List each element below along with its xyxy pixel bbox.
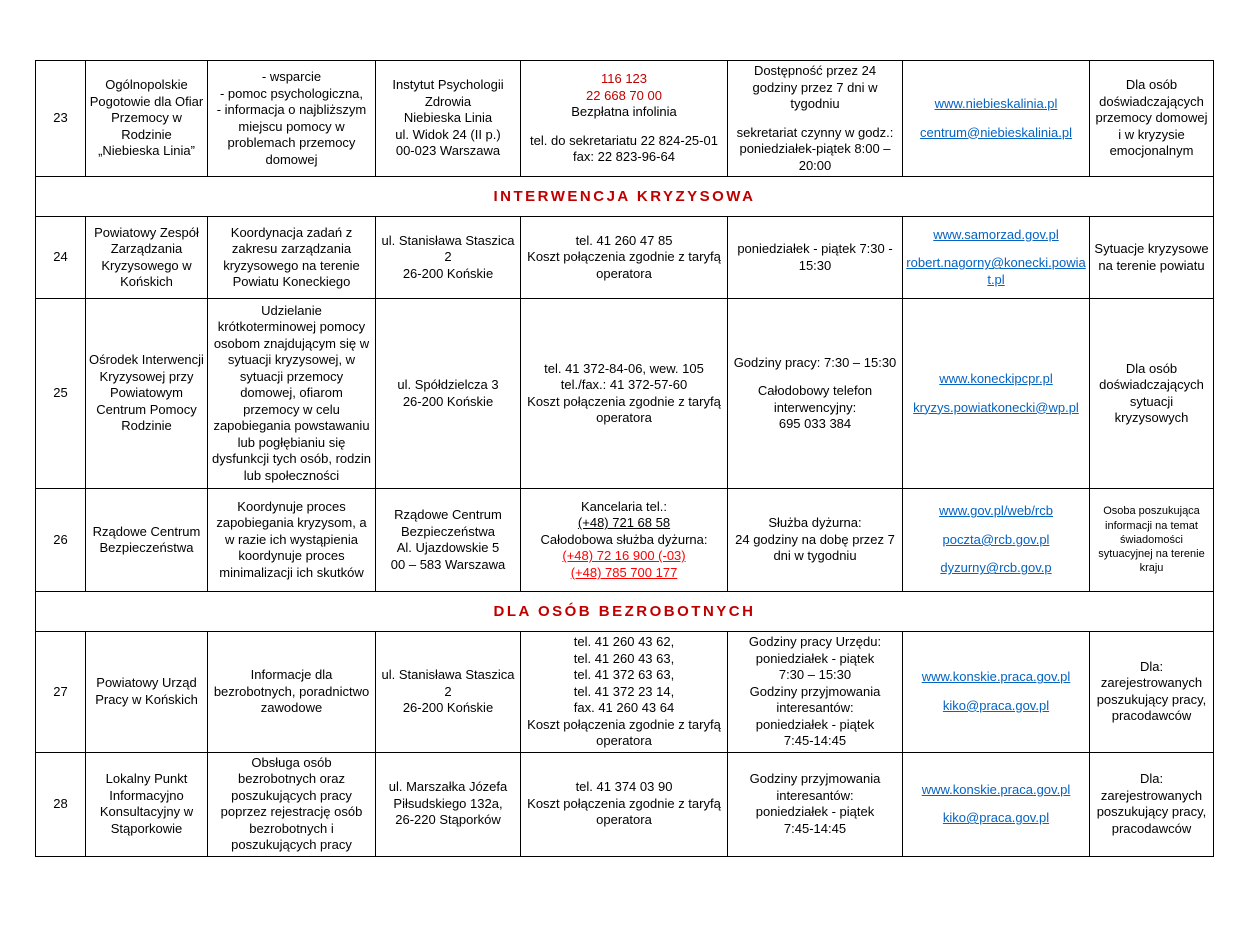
target-audience (1090, 489, 1214, 592)
description (208, 299, 376, 489)
text-line: - pomoc psychologiczna, (219, 85, 364, 101)
services-table (35, 60, 1214, 857)
table-row (36, 752, 1214, 856)
email-link[interactable]: centrum@niebieskalinia.pl (920, 124, 1072, 140)
text-line: sekretariat czynny w godz.: poniedziałek-piątek 8:00 – 20:00 (736, 124, 894, 173)
text-line: Bezpłatna infolinia (571, 104, 677, 120)
address (376, 217, 521, 299)
text-line: Kancelaria tel.: (581, 498, 667, 514)
contact-links (903, 632, 1090, 753)
text-line: zarejestrowanych poszukujący pracy, pracodawców (1096, 675, 1207, 724)
text-line: ul. Stanisława Staszica 2 (381, 232, 515, 265)
text-line: Koszt połączenia zgodnie z taryfą operatora (527, 795, 721, 828)
text-line: 26-200 Końskie (402, 700, 494, 715)
text-line: zarejestrowanych poszukujący pracy, pracodawców (1096, 787, 1207, 836)
text-line: tel. 41 372 23 14, (573, 683, 675, 699)
website-link[interactable]: www.niebieskalinia.pl (934, 96, 1058, 111)
link-line (906, 400, 1086, 417)
text-line: Służba dyżurna: (768, 515, 862, 531)
text-line: Informacje dla bezrobotnych, poradnictwo zawodowe (213, 667, 370, 715)
phone (521, 752, 728, 856)
hours (728, 489, 903, 592)
text-line: Udzielanie krótkoterminowej pomocy osobom znajdującym się w sytuacji kryzysowej, w sytuacji przemocy domowej, ofiarom przemocy w celu zapobiegania powstawaniu lub pogłębianiu się dysfunkcji tych osób, rodzin lub społeczności (212, 302, 371, 483)
text-line: 7:45-14:45 (783, 733, 847, 748)
row-number: 26 (36, 489, 86, 592)
link-line (906, 532, 1086, 549)
target-audience (1090, 299, 1214, 489)
text-line: - informacja o najbliższym miejscu pomocy w problemach przemocy domowej (216, 102, 367, 167)
text-line: poniedziałek - piątek 7:30 - 15:30 (737, 241, 893, 273)
text-line: Dostępność przez 24 godziny przez 7 dni w tygodniu (752, 63, 878, 111)
organization-name (86, 299, 208, 489)
hours (728, 299, 903, 489)
phone (521, 632, 728, 753)
link-line (906, 810, 1086, 827)
text-line: Instytut Psychologii Zdrowia (392, 77, 504, 109)
organization-name (86, 61, 208, 177)
text-line: ul. Marszałka Józefa Piłsudskiego 132a, (388, 779, 508, 811)
link-line (906, 560, 1086, 577)
target-audience (1090, 61, 1214, 177)
text-line: (+48) 721 68 58 (577, 515, 671, 531)
link-line (906, 503, 1086, 520)
text-line: Obsługa osób bezrobotnych oraz poszukujących pracy poprzez rejestrację osób bezrobotnych i poszukujących pracy (220, 754, 363, 852)
section-header-row (36, 177, 1214, 217)
link-line (524, 565, 724, 582)
text-line: Godziny przyjmowania interesantów: (749, 771, 881, 803)
link-line (906, 698, 1086, 715)
text-line: Dla osób doświadczających sytuacji kryzysowych (1099, 360, 1204, 425)
text-line: tel. 41 374 03 90 (575, 779, 673, 795)
link-line (906, 255, 1086, 288)
text-line: poniedziałek - piątek (755, 716, 875, 732)
organization-name (86, 217, 208, 299)
contact-links (903, 299, 1090, 489)
contact-links (903, 752, 1090, 856)
text-line: Dla: (1139, 658, 1164, 674)
text-line: 695 033 384 (778, 416, 852, 431)
row-number: 24 (36, 217, 86, 299)
link-line (524, 548, 724, 565)
text-line: Powiatowy Zespół Zarządzania Kryzysowego w Końskich (94, 224, 199, 289)
website-link[interactable]: www.gov.pl/web/rcb (939, 503, 1053, 519)
row-number: 27 (36, 632, 86, 753)
link-line (906, 96, 1086, 113)
link-line (906, 782, 1086, 799)
phone (521, 61, 728, 177)
table-row (36, 61, 1214, 177)
text-line: Niebieska Linia (403, 110, 493, 126)
description (208, 61, 376, 177)
phone (521, 489, 728, 592)
phone (521, 299, 728, 489)
text-line: poniedziałek - piątek (755, 804, 875, 819)
table-row (36, 299, 1214, 489)
text-line: Godziny przyjmowania interesantów: (749, 683, 881, 715)
organization-name (86, 632, 208, 753)
text-line: ul. Widok 24 (II p.) (395, 126, 501, 142)
text-line: Dla: (1139, 771, 1164, 786)
text-line: Całodobowy telefon interwencyjny: (757, 383, 873, 415)
section-title: INTERWENCJA KRYZYSOWA (36, 177, 1214, 217)
address (376, 61, 521, 177)
contact-links (903, 61, 1090, 177)
email-link[interactable]: kiko@praca.gov.pl (942, 810, 1050, 825)
text-line: 00-023 Warszawa (395, 143, 501, 159)
website-link[interactable]: www.konskie.praca.gov.pl (921, 669, 1071, 685)
email-link[interactable]: kiko@praca.gov.pl (942, 697, 1050, 713)
text-line: tel. 41 372 63 63, (573, 667, 675, 682)
text-line: 7:30 – 15:30 (778, 667, 852, 682)
table-row (36, 632, 1214, 753)
text-line: tel. 41 260 43 62, (573, 634, 675, 649)
row-number: 25 (36, 299, 86, 489)
text-line: Koszt połączenia zgodnie z taryfą operatora (527, 249, 721, 281)
description (208, 752, 376, 856)
text-line: ul. Stanisława Staszica 2 (381, 667, 515, 699)
website-link[interactable]: www.koneckipcpr.pl (939, 371, 1053, 386)
section-header-row (36, 592, 1214, 632)
text-line: Koszt połączenia zgodnie z taryfą operatora (527, 716, 721, 748)
text-line: Lokalny Punkt Informacyjno Konsultacyjny w Stąporkowie (99, 771, 194, 836)
target-audience (1090, 217, 1214, 299)
description (208, 489, 376, 592)
text-line: tel. 41 260 43 63, (573, 650, 675, 666)
text-line: tel. 41 372-84-06, wew. 105 (544, 360, 704, 376)
text-line: Dla osób doświadczających przemocy domowej i w kryzysie emocjonalnym (1095, 77, 1208, 159)
text-line: Al. Ujazdowskie 5 (396, 540, 500, 555)
text-line: 26-200 Końskie (402, 393, 494, 409)
text-line: tel. 41 260 47 85 (575, 232, 673, 248)
text-line: 7:45-14:45 (783, 820, 847, 836)
text-line: tel./fax.: 41 372-57-60 (560, 377, 688, 392)
text-line: Całodobowa służba dyżurna: (540, 531, 708, 547)
hours (728, 61, 903, 177)
organization-name (86, 752, 208, 856)
address (376, 632, 521, 753)
contact-links (903, 489, 1090, 592)
address (376, 489, 521, 592)
phone-link[interactable]: (+48) 72 16 900 (-03) (562, 548, 686, 564)
phone (521, 217, 728, 299)
email-link[interactable]: kryzys.powiatkonecki@wp.pl (913, 399, 1079, 415)
hours (728, 752, 903, 856)
link-line (906, 371, 1086, 388)
address (376, 299, 521, 489)
row-number: 28 (36, 752, 86, 856)
text-line: 00 – 583 Warszawa (390, 556, 506, 572)
phone-link[interactable]: (+48) 785 700 177 (570, 564, 678, 580)
section-title: DLA OSÓB BEZROBOTNYCH (36, 592, 1214, 632)
text-line: Koszt połączenia zgodnie z taryfą operatora (527, 393, 721, 425)
text-line: 116 123 (600, 71, 648, 87)
text-line: Rządowe Centrum Bezpieczeństwa (92, 523, 201, 555)
text-line: Powiatowy Urząd Pracy w Końskich (95, 675, 198, 707)
contact-links (903, 217, 1090, 299)
text-line: ul. Spółdzielcza 3 (397, 377, 499, 392)
email-link[interactable]: robert.nagorny@konecki.powiat.pl (906, 255, 1086, 287)
table-row (36, 217, 1214, 299)
link-line (906, 125, 1086, 142)
hours (728, 217, 903, 299)
text-line: Godziny pracy Urzędu: (748, 634, 882, 649)
text-line: - wsparcie (261, 69, 322, 84)
target-audience (1090, 752, 1214, 856)
description (208, 217, 376, 299)
text-line: 22 668 70 00 (586, 87, 662, 103)
text-line: Koordynuje proces zapobiegania kryzysom, a w razie ich wystąpienia koordynuje proces minimalizacji ich skutków (216, 498, 367, 580)
text-line: Osoba poszukująca informacji na temat świadomości sytuacyjnej na terenie kraju (1098, 505, 1205, 575)
email-link[interactable]: poczta@rcb.gov.pl (942, 531, 1050, 547)
text-line: Godziny pracy: 7:30 – 15:30 (733, 354, 897, 370)
text-line: 24 godziny na dobę przez 7 dni w tygodniu (735, 531, 895, 564)
text-line: poniedziałek - piątek (755, 650, 875, 666)
text-line: Sytuacje kryzysowe na terenie powiatu (1094, 241, 1209, 273)
hours (728, 632, 903, 753)
email-link[interactable]: dyzurny@rcb.gov.p (940, 560, 1052, 576)
link-line (906, 227, 1086, 244)
website-link[interactable]: www.konskie.praca.gov.pl (921, 781, 1071, 797)
text-line: Koordynacja zadań z zakresu zarządzania kryzysowego na terenie Powiatu Koneckiego (223, 224, 360, 289)
text-line: Rządowe Centrum Bezpieczeństwa (394, 507, 502, 539)
text-line: Ogólnopolskie Pogotowie dla Ofiar Przemocy w Rodzinie „Niebieska Linia” (89, 77, 204, 159)
link-line (906, 669, 1086, 686)
organization-name (86, 489, 208, 592)
website-link[interactable]: www.samorzad.gov.pl (933, 226, 1059, 242)
address (376, 752, 521, 856)
table-row (36, 489, 1214, 592)
text-line: tel. do sekretariatu 22 824-25-01 (530, 132, 718, 148)
text-line: 26-200 Końskie (402, 265, 494, 281)
row-number: 23 (36, 61, 86, 177)
text-line: 26-220 Stąporków (395, 812, 501, 828)
text-line: fax. 41 260 43 64 (573, 700, 675, 715)
target-audience (1090, 632, 1214, 753)
text-line: Ośrodek Interwencji Kryzysowej przy Powiatowym Centrum Pomocy Rodzinie (89, 352, 204, 434)
document-page (0, 60, 1246, 946)
description (208, 632, 376, 753)
text-line: fax: 22 823-96-64 (573, 149, 675, 165)
